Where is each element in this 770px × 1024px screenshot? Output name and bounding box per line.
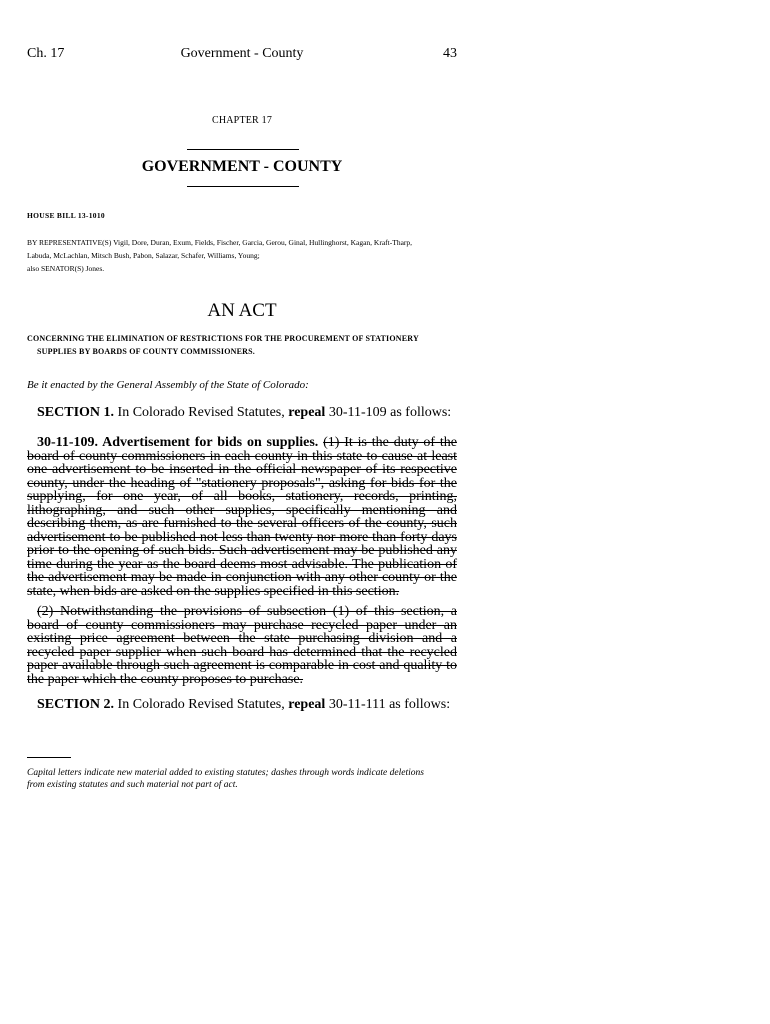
footnote-rule (27, 757, 71, 758)
title-rule-top (187, 149, 299, 150)
deleted-text: (1) It is the duty of the board of county commissioners in each county in this state to cause at least one advertisement to be inserted in the official newspaper of its respective county, under the heading of "stationery proposals", asking for bids for the supplying, for one year, of all books, stationery, records, printing, lithographing, and such other supplies, specifically mentioning and describing them, as are furnished to the several officers of the county, such advertisement to be published not less than twenty nor more than forty days prior to the opening of such bids. Such advertisement may be published any time during the year as the board deems most advisable. The publication of the advertisement may be made in conjunction with any other county or the state, when bids are asked on the supplies specified in this section. (27, 435, 457, 599)
bill-number: HOUSE BILL 13-1010 (27, 211, 105, 220)
title-rule-bottom (187, 186, 299, 187)
header-page-number: 43 (443, 46, 457, 61)
section-1-text: In Colorado Revised Statutes, (114, 405, 289, 420)
section-2-text: In Colorado Revised Statutes, (114, 697, 289, 712)
chapter-title: GOVERNMENT - COUNTY (141, 158, 343, 175)
section-1 (37, 405, 451, 421)
section-2-text-after: 30-11-111 as follows: (325, 697, 451, 712)
act-title-line: CONCERNING THE ELIMINATION OF RESTRICTIONS FOR THE PROCUREMENT OF STATIONERY (27, 334, 419, 343)
act-heading: AN ACT (207, 300, 277, 321)
section-2-repeal: repeal (288, 697, 326, 712)
section-2-label: SECTION 2. (37, 697, 115, 712)
statute-heading: 30-11-109. Advertisement for bids on supplies. (37, 435, 319, 450)
act-title (27, 332, 459, 358)
statute-paragraph-2 (27, 605, 457, 686)
sponsors-line: BY REPRESENTATIVE(S) Vigil, Dore, Duran, Exum, Fields, Fischer, Garcia, Gerou, Ginal, Hullinghorst, Kagan, Kraft-Tharp, (27, 238, 413, 247)
footnote-line: Capital letters indicate new material added to existing statutes; dashes through words indicate deletions (27, 768, 424, 778)
header-chapter: Ch. 17 (27, 46, 65, 61)
act-title-line: SUPPLIES BY BOARDS OF COUNTY COMMISSIONERS. (37, 347, 255, 356)
section-1-label: SECTION 1. (37, 405, 115, 420)
footnote (27, 767, 467, 791)
header-subject: Government - County (180, 46, 304, 61)
section-1-repeal: repeal (288, 405, 326, 420)
sponsors-block (27, 236, 467, 275)
sponsors-line: Labuda, McLachlan, Mitsch Bush, Pabon, Salazar, Schafer, Williams, Young; (27, 251, 260, 260)
footnote-line: from existing statutes and such material not part of act. (27, 780, 238, 790)
section-2 (37, 697, 450, 713)
statute-paragraph-1 (27, 436, 457, 598)
section-1-text-after: 30-11-109 as follows: (325, 405, 452, 420)
enacting-clause: Be it enacted by the General Assembly of the State of Colorado: (27, 379, 309, 391)
sponsors-line: also SENATOR(S) Jones. (27, 264, 105, 273)
chapter-label: CHAPTER 17 (211, 115, 273, 126)
deleted-text: (2) Notwithstanding the provisions of subsection (1) of this section, a board of county commissioners may purchase recycled paper under an existing price agreement between the state purchasing division and a recycled paper supplier when such board has determined that the recycled paper available through such agreement is comparable in cost and quality to the paper which the county proposes to purchase. (27, 604, 457, 687)
running-header (27, 46, 457, 66)
